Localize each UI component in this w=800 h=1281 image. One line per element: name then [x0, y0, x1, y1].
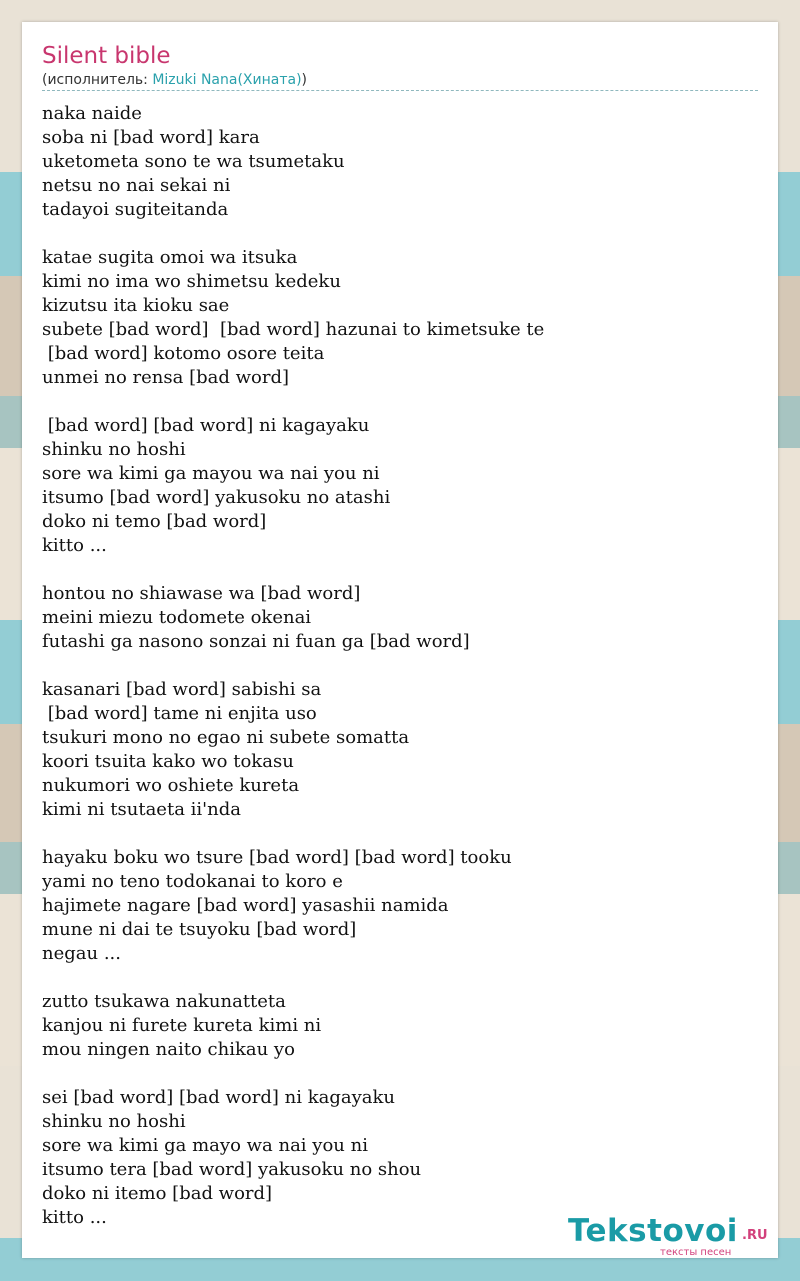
- song-title: Silent bible: [42, 43, 171, 69]
- lyrics-line: kasanari [bad word] sabishi sa: [42, 679, 322, 700]
- logo-domain-suffix: .RU: [742, 1228, 768, 1243]
- lyrics-blank-line: [42, 1062, 758, 1086]
- lyrics-line: zutto tsukawa nakunatteta: [42, 991, 286, 1012]
- lyrics-line: mune ni dai te tsuyoku [bad word]: [42, 919, 357, 940]
- lyrics-line: mou ningen naito chikau yo: [42, 1039, 295, 1060]
- lyrics-blank-line: [42, 390, 758, 414]
- lyrics-line: nukumori wo oshiete kureta: [42, 775, 300, 796]
- artist-suffix: ): [301, 72, 308, 88]
- lyrics-line: itsumo tera [bad word] yakusoku no shou: [42, 1159, 422, 1180]
- artist-line: [42, 71, 758, 91]
- lyrics-line: kitto ...: [42, 1207, 107, 1228]
- lyrics-line: shinku no hoshi: [42, 1111, 186, 1132]
- lyrics-blank-line: [42, 558, 758, 582]
- logo-wordmark: Tekstovoi: [568, 1213, 738, 1249]
- lyrics-blank-line: [42, 966, 758, 990]
- lyrics-line: negau ...: [42, 943, 121, 964]
- lyrics-line: netsu no nai sekai ni: [42, 175, 231, 196]
- lyrics-line: sore wa kimi ga mayo wa nai you ni: [42, 1135, 368, 1156]
- lyrics-line: tadayoi sugiteitanda: [42, 199, 229, 220]
- lyrics-line: kizutsu ita kioku sae: [42, 295, 230, 316]
- lyrics-line: unmei no rensa [bad word]: [42, 367, 289, 388]
- lyrics-line: hontou no shiawase wa [bad word]: [42, 583, 361, 604]
- lyrics-line: doko ni itemo [bad word]: [42, 1183, 273, 1204]
- site-logo[interactable]: [568, 1214, 778, 1258]
- lyrics-line: kimi ni tsutaeta ii'nda: [42, 799, 241, 820]
- lyrics-line: katae sugita omoi wa itsuka: [42, 247, 298, 268]
- lyrics-line: [bad word] tame ni enjita uso: [42, 703, 317, 724]
- lyrics-line: [bad word] kotomo osore teita: [42, 343, 325, 364]
- lyrics-line: hajimete nagare [bad word] yasashii namida: [42, 895, 449, 916]
- lyrics-blank-line: [42, 222, 758, 246]
- lyrics-line: meini miezu todomete okenai: [42, 607, 312, 628]
- lyrics-line: hayaku boku wo tsure [bad word] [bad word] tooku: [42, 847, 512, 868]
- lyrics-line: koori tsuita kako wo tokasu: [42, 751, 294, 772]
- lyrics-card: [22, 22, 778, 1258]
- lyrics-blank-line: [42, 822, 758, 846]
- lyrics-line: tsukuri mono no egao ni subete somatta: [42, 727, 410, 748]
- lyrics-line: yami no teno todokanai to koro e: [42, 871, 343, 892]
- lyrics-line: naka naide: [42, 103, 142, 124]
- lyrics-line: itsumo [bad word] yakusoku no atashi: [42, 487, 391, 508]
- lyrics-line: kitto ...: [42, 535, 107, 556]
- artist-prefix: (исполнитель:: [42, 72, 153, 88]
- lyrics-line: sore wa kimi ga mayou wa nai you ni: [42, 463, 380, 484]
- lyrics-line: soba ni [bad word] kara: [42, 127, 260, 148]
- lyrics-line: [bad word] [bad word] ni kagayaku: [42, 415, 370, 436]
- lyrics-blank-line: [42, 654, 758, 678]
- lyrics-line: shinku no hoshi: [42, 439, 186, 460]
- lyrics-line: futashi ga nasono sonzai ni fuan ga [bad word]: [42, 631, 470, 652]
- lyrics-line: kimi no ima wo shimetsu kedeku: [42, 271, 341, 292]
- lyrics-line: kanjou ni furete kureta kimi ni: [42, 1015, 322, 1036]
- lyrics-line: uketometa sono te wa tsumetaku: [42, 151, 345, 172]
- lyrics-line: doko ni temo [bad word]: [42, 511, 267, 532]
- lyrics-line: subete [bad word] [bad word] hazunai to kimetsuke te: [42, 319, 545, 340]
- artist-link[interactable]: Mizuki Nana(Хината): [152, 72, 302, 88]
- lyrics-line: sei [bad word] [bad word] ni kagayaku: [42, 1087, 396, 1108]
- lyrics-text: [42, 102, 758, 1230]
- logo-tagline: тексты песен: [660, 1247, 732, 1258]
